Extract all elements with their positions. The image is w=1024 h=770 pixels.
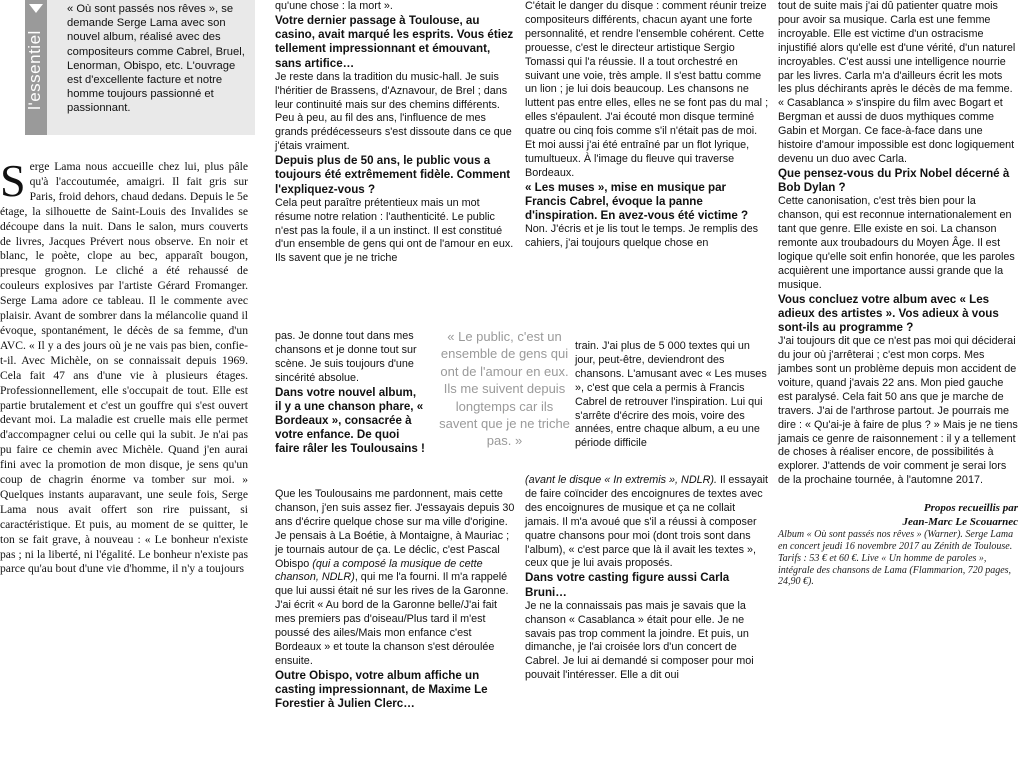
- article-lead: [0, 155, 248, 577]
- paragraph: [525, 474, 770, 571]
- paragraph: tout de suite mais j'ai dû patienter quatre mois pour avoir sa musique. Carla est une femme incroyable. Elle est victime d'un ostracisme injustifié alors qu'elle est d'une vérité, d'un naturel incroyables. C'est aussi une intelligence nourrie par les livres. Carla m'a d'ailleurs écrit les mots les plus déchirants après le décès de ma femme. « Casablanca » s'inspire du film avec Bogart et Bergman et aussi de duos mythiques comme Gabin et Morgan. Ce face-à-face dans une histoire d'amour impossible est donc logiquement devenu un duo avec Carla.: [778, 0, 1016, 165]
- paragraph: Cette canonisation, c'est très bien pour la chanson, qui est reconnue internationalement en tant que genre. Elle existe en soi. La chanson remonte aux troubadours du Moyen Âge. Il est logique qu'elle soit enfin honorée, que les paroles acquièrent une importance aussi grande que la musique.: [778, 195, 1015, 291]
- credit-line: Propos recueillis par: [923, 502, 1018, 515]
- interview-question: Dans votre casting figure aussi Carla Bruni…: [525, 571, 730, 599]
- paragraph: pas. Je donne tout dans mes chansons et je donne tout sur scène. Je suis toujours d'une sincérité absolue.: [275, 330, 417, 384]
- essentiel-box: [25, 0, 255, 135]
- pull-quote: « Le public, c'est un ensemble de gens qui ont de l'amour en eux. Ils me suivent depuis longtemps car ils savent que je ne triche pas. »: [439, 329, 570, 449]
- col3-bottom: [525, 474, 770, 683]
- album-info: Album « Où sont passés nos rêves » (Warner). Serge Lama en concert jeudi 16 novembre 2017 au Zénith de Toulouse. Tarifs : 53 € et 60 €. Live « Un homme de paroles », intégrale des chansons de Lama (Flammarion, 720 pages, 24,90 €).: [778, 529, 1014, 588]
- col2-narrow: [275, 330, 425, 457]
- interview-question: Vous concluez votre album avec « Les adieux des artistes ». Vos adieux à vous sont-ils au programme ?: [778, 292, 999, 335]
- interview-question: Depuis plus de 50 ans, le public vous a toujours été extrêmement fidèle. Comment l'expliquez-vous ?: [275, 154, 511, 196]
- paragraph: train. J'ai plus de 5 000 textes qui un jour, peut-être, deviendront des chansons. L'amusant avec « Les muses », c'est que cela a permis à Francis Cabrel de retrouver l'inspiration. Lui qui s'arrête d'écrire des mois, voire des années, entre chaque album, a eu une période difficile: [575, 340, 767, 450]
- paragraph: qu'une chose : la mort ».: [275, 0, 393, 12]
- paragraph: [275, 488, 515, 669]
- interview-question: Votre dernier passage à Toulouse, au casino, avait marqué les esprits. Vous étiez tellement impressionnant et émouvant, sans artifice…: [275, 13, 514, 70]
- col2-top: [275, 0, 515, 266]
- column-4: [778, 0, 1018, 770]
- column-1: [0, 0, 250, 770]
- editor-note: (qui a composé la musique de cette chanson, NDLR): [275, 557, 483, 584]
- col2-bottom: [275, 488, 515, 711]
- col3-narrow: [575, 340, 770, 451]
- paragraph: J'ai toujours dit que ce n'est pas moi qui déciderai du jour où j'arrêterai ; c'est mon corps. Mes jambes sont un problème depuis mon accident de voiture, quand j'avais 22 ans. Mon pied gauche est paralysé. Cela fait 50 ans que je marche de travers. J'ai de l'arthrose partout. Je pourrais me dire : « Qu'ai-je à faire de plus ? » Mais je ne tiens jamais ce genre de raisonnement : il y a tellement de choses à réaliser encore, de possibilités à explorer. J'attends de voir comment je serai lors de la prochaine tournée, à l'automne 2017.: [778, 335, 1018, 487]
- interview-question: Que pensez-vous du Prix Nobel décerné à Bob Dylan ?: [778, 166, 1010, 195]
- article-lead-text: erge Lama nous accueille chez lui, plus pâle qu'à l'accoutumée, amaigri. Il fait gris sur Paris, froid dehors, chaud dedans. Depuis le 5e étage, la silhouette de Saint-Louis des Invalides se découpe dans la nuit. Dans le salon, murs couverts de livres, Jacques Prévert nous observe. En noir et blanc, le poète, clope au bec, apparaît bougon, presque grognon. Le cliché a été rehaussé de couleurs explosives par l'artiste Gérard Fromanger. Serge Lama adore ce tableau. Il le commente avec plaisir. Avant de sombrer dans la mélancolie quand il évoque, spontanément, le décès de sa femme, d'un AVC. « Il y a des jours où je ne vais pas bien, confie-t-il. Avec Michèle, on se connaissait depuis 1969. Cela fait 47 ans d'une vie à plusieurs étages. Professionnellement, elle s'occupait de tout. Elle est partie brutalement et c'est un gouffre qui s'est ouvert devant moi. La maladie est cruelle mais elle permet d'accompagner celui ou celle qui la subit. Je n'ai pas pu faire ce chemin avec Michèle. Quand j'en aurai fini avec la promotion de mon disque, je sens qu'un coup de chagrin énorme va tomber sur moi. » Quelques instants auparavant, une seule fois, Serge Lama nous avait offert son rire puissant, si caractéristique. Et puis, au moment de se quitter, le ton se fait grave, à nouveau : « Le bonheur n'existe pas ; ni la liberté, ni l'égalité. Le bonheur n'existe pas parce qu'au bout d'une vie d'homme, il n'y a toujours: [0, 160, 248, 576]
- interview-question: « Les muses », mise en musique par Francis Cabrel, évoque la panne d'inspiration. En avez-vous été victime ?: [525, 180, 749, 223]
- arrow-down-icon: [29, 4, 43, 13]
- column-3: [525, 0, 770, 770]
- author-name: Jean-Marc Le Scouarnec: [902, 515, 1018, 528]
- paragraph-text: Il essayait de faire coïncider des encoignures de textes avec des encoignures de musique et ça ne collait jamais. Il m'a avoué que s'il a réussi à composer quatre chansons pour moi (dont trois sont dans l'album), « c'est parce que là il avait les textes », ceux que je lui avais proposés.: [525, 474, 769, 570]
- drop-cap: S: [0, 155, 26, 206]
- paragraph-text: , qui me l'a fourni. Il m'a rappelé que lui aussi était né sur les rives de la Garonne. J'ai écrit « Au bord de la Garonne belle/J'ai fait mes premiers pas d'oiseau/Plus tard il m'est poussé des ailes/Mais mon enfance c'est Bordeaux » et toute la chanson s'est déroulée ensuite.: [275, 571, 509, 667]
- interview-question: Dans votre nouvel album, il y a une chanson phare, « Bordeaux », consacrée à votre enfance. De quoi faire râler les Toulousains !: [275, 385, 425, 456]
- paragraph: Non. J'écris et je lis tout le temps. Je remplis des cahiers, j'ai toujours quelque chose en: [525, 223, 759, 250]
- editor-note: (avant le disque « In extremis », NDLR).: [525, 474, 718, 486]
- paragraph: Je ne la connaissais pas mais je savais que la chanson « Casablanca » était pour elle. Je ne savais pas trop comment la joindre. Et puis, un dimanche, je l'ai croisée lors d'un concert de Cabrel. Je lui ai demandé si composer pour moi pouvait l'intéresser. Elle a dit oui: [525, 599, 754, 682]
- essentiel-summary: « Où sont passés nos rêves », se demande Serge Lama avec son nouvel album, réalisé avec des compositeurs comme Cabrel, Bruel, Lenorman, Obispo, etc. L'ouvrage est d'excellente facture et notre homme toujours passionné et passionnant.: [67, 3, 245, 115]
- paragraph: Je reste dans la tradition du music-hall. Je suis l'héritier de Brassens, d'Aznavour, de Brel ; dans leur continuité mais sur des chemins différents. Peu à peu, au fil des ans, l'influence de mes grands prédécesseurs s'est dissoute dans ce que j'étais vraiment.: [275, 70, 512, 153]
- essentiel-tab: [25, 0, 47, 135]
- paragraph: Cela peut paraître prétentieux mais un mot résume notre relation : l'authenticité. Le public n'est pas la foule, il a un instinct. Il est constitué d'un ensemble de gens qui ont de l'amour en eux. Ils savent que je ne triche: [275, 196, 514, 265]
- essentiel-tab-label: l'essentiel: [25, 30, 44, 110]
- paragraph: C'était le danger du disque : comment réunir treize compositeurs différents, chacun ayant une forte personnalité, et rendre l'ensemble cohérent. Cette prouesse, c'est le directeur artistique Sergio Tomassi qui l'a réussie. Il a tout orchestré en suivant une voie, très ample. Il s'est battu comme un lion ; je lui dois beaucoup. Les chansons ne luttent pas entre elles, elles ne se font pas du mal ; elles s'épaulent. J'ai écouté mon disque terminé quatre ou cinq fois comme s'il n'était pas de moi. Et moi aussi j'ai été entraîné par un flot lyrique, tumultueux. À l'image du fleuve qui traverse Bordeaux.: [525, 0, 769, 179]
- paragraph-text: Que les Toulousains me pardonnent, mais cette chanson, j'en suis assez fier. J'essayais depuis 30 ans d'écrire quelque chose sur ma ville d'origine. Je pensais à La Boétie, à Montaigne, à Mauriac ; je tournais autour de ça. Le déclic, c'est Pascal Obispo: [275, 488, 515, 570]
- interview-question: Outre Obispo, votre album affiche un casting impressionnant, de Maxime Le Forestier à Julien Clerc…: [275, 668, 488, 711]
- col3-top: [525, 0, 770, 251]
